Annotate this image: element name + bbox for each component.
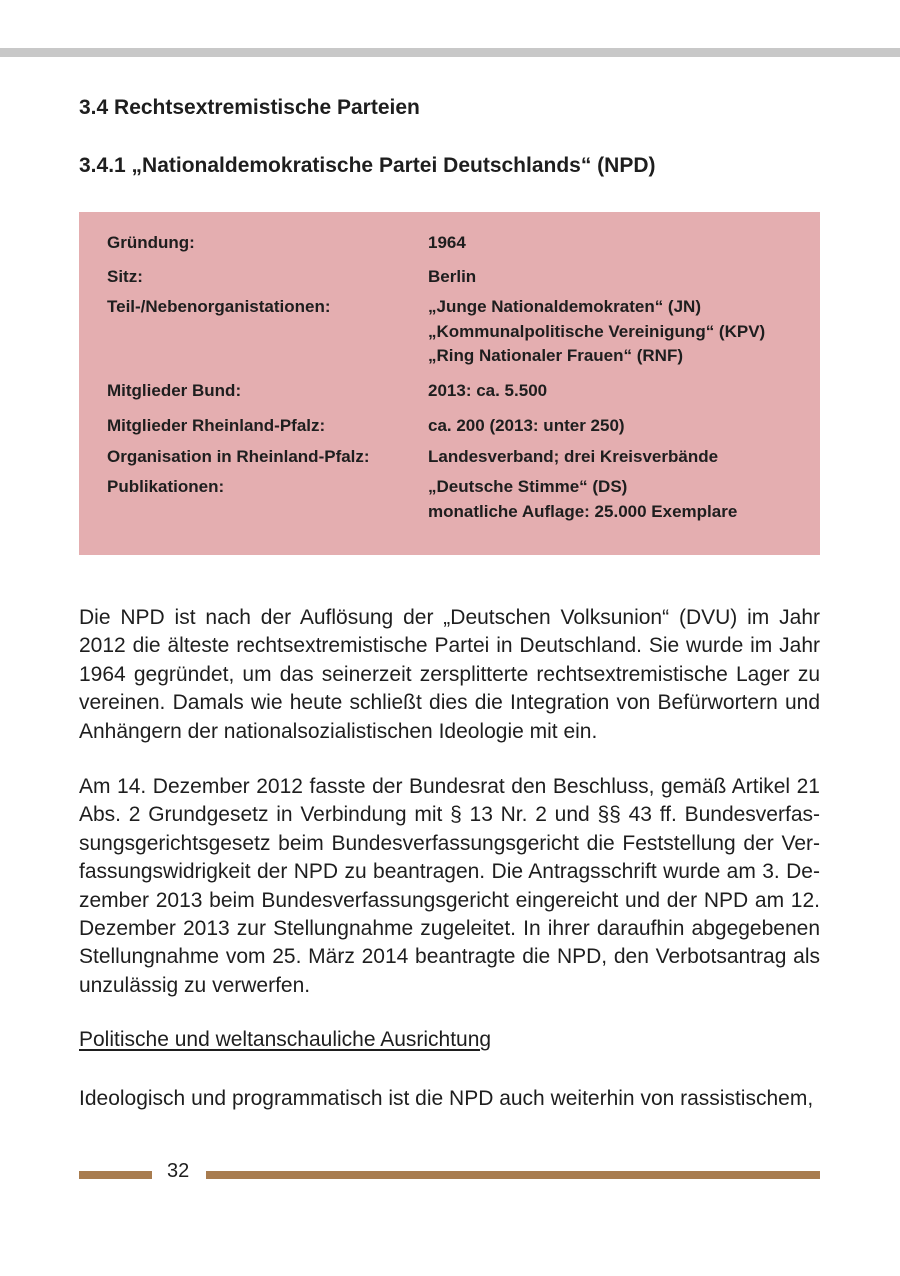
fact-row-organisation [107, 445, 792, 470]
subheading: Politische und weltanschauliche Ausrichtung [79, 1028, 492, 1051]
fact-value: ca. 200 (2013: unter 250) [428, 416, 625, 435]
body-paragraph: Die NPD ist nach der Auflösung der „Deutschen Volksunion“ (DVU) im Jahr 2012 die älteste rechtsextremistische Partei in Deutschland. Sie wurde im Jahr 1964 gegründet, um das seinerzeit zersplitterte rechtsextremistische Lager zu vereinen. Damals wie heute schließt dies die Integration von Befürwortern und Anhängern der nationalsozialistischen Ideologie mit ein. [79, 606, 820, 743]
suborg-item: „Junge Nationaldemokraten“ (JN) [428, 297, 701, 316]
fact-label: Publikationen: [107, 477, 225, 496]
party-factbox [79, 212, 820, 555]
body-paragraph: Ideologisch und programmatisch ist die NPD auch weiterhin von rassistischem, [79, 1087, 814, 1110]
fact-label: Mitglieder Bund: [107, 380, 242, 400]
fact-value-list [428, 475, 792, 524]
fact-value: Berlin [428, 266, 477, 286]
fact-row-seat [107, 265, 792, 290]
fact-value: 2013: ca. 5.500 [428, 380, 548, 400]
suborg-item: „Kommunalpolitische Vereinigung“ (KPV) [428, 321, 766, 341]
publication-item: „Deutsche Stimme“ (DS) [428, 477, 628, 496]
top-divider [0, 48, 900, 57]
body-paragraph: Am 14. Dezember 2012 fasste der Bundesrat den Beschluss, gemäß Artikel 21 Abs. 2 Grundgesetz in Verbindung mit § 13 Nr. 2 und §§ 43 ff. Bundesverfassungsgerichtsgesetz beim Bundesverfassungsgericht die Feststellung der Verfassungswidrigkeit der NPD zu beantragen. Die Antragsschrift wurde am 3. Dezember 2013 beim Bundesverfassungsgericht eingereicht und der NPD am 12. Dezember 2013 zur Stellungnahme zugeleitet. In ihrer daraufhin abgegebenen Stellungnahme vom 25. März 2014 beantragte die NPD, den Verbotsantrag als unzulässig zu verwerfen. [79, 775, 820, 997]
fact-row-founding [107, 231, 792, 256]
fact-value: 1964 [428, 233, 466, 252]
page-number: 32 [167, 1160, 190, 1182]
fact-label: Gründung: [107, 233, 195, 252]
fact-label: Sitz: [107, 266, 143, 286]
footer-bar-right [206, 1171, 820, 1179]
fact-value-list [428, 295, 792, 369]
fact-label: Organisation in Rheinland-Pfalz: [107, 446, 370, 466]
suborg-item: „Ring Nationaler Frauen“ (RNF) [428, 346, 684, 365]
fact-row-members-federal [107, 379, 792, 404]
fact-value: Landesverband; drei Kreisverbände [428, 446, 719, 466]
section-title: 3.4 Rechtsextremistische Parteien [79, 96, 420, 119]
fact-row-publications [107, 475, 792, 524]
fact-label: Mitglieder Rheinland-Pfalz: [107, 416, 326, 435]
fact-row-members-rlp [107, 414, 792, 439]
fact-label: Teil-/Nebenorganistationen: [107, 297, 331, 316]
subsection-title: 3.4.1 „Nationaldemokratische Partei Deutschlands“ (NPD) [79, 154, 656, 177]
fact-row-suborganisations [107, 295, 792, 369]
publication-item: monatliche Auflage: 25.000 Exemplare [428, 501, 738, 521]
footer-bar-left [79, 1171, 152, 1179]
